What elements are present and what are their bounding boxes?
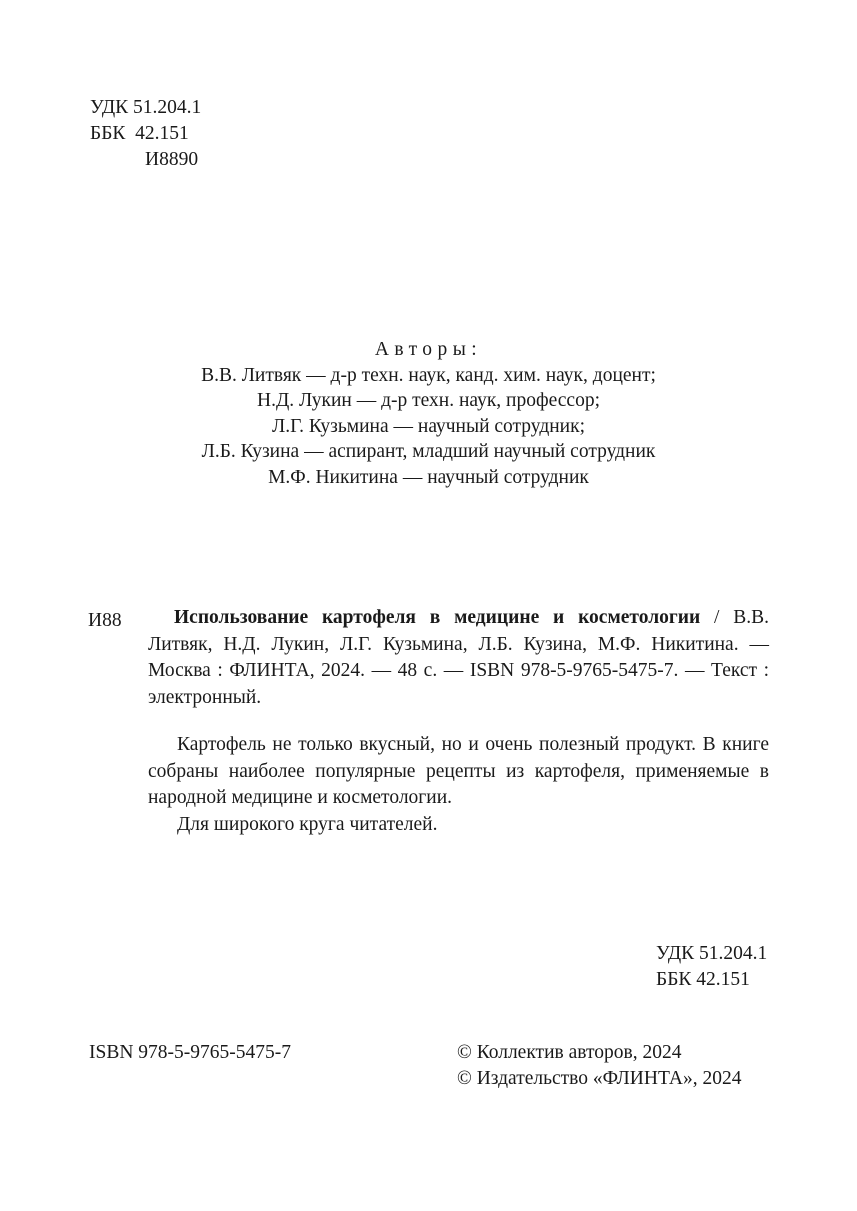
authors-block [0, 337, 857, 490]
catalog-code: И88 [88, 610, 122, 631]
isbn: ISBN 978-5-9765-5475-7 [89, 1042, 292, 1063]
author-line: Л.Б. Кузина — аспирант, младший научный сотрудник [201, 441, 656, 462]
authors-heading: Авторы: [374, 339, 483, 360]
bbk-code-top: ББК 42.151 [90, 123, 189, 144]
bibliographic-details: / В.В. Литвяк, Н.Д. Лукин, Л.Г. Кузьмина, Л.Б. Кузина, М.Ф. Никитина. — Москва : ФЛИНТА, 2024. — 48 с. — ISBN 978-5-9765-5475-7. — Текст : электронный. [148, 607, 769, 708]
audience-note: Для широкого круга читателей. [177, 813, 438, 835]
bibliographic-entry [148, 605, 769, 711]
annotation [148, 732, 769, 838]
copyright-publisher: © Издательство «ФЛИНТА», 2024 [457, 1068, 742, 1089]
udk-code-bottom: УДК 51.204.1 [656, 943, 768, 964]
author-mark-code: И8890 [145, 149, 199, 170]
author-line: М.Ф. Никитина — научный сотрудник [268, 466, 589, 488]
book-title: Использование картофеля в медицине и косметологии [174, 607, 701, 628]
bbk-code-bottom: ББК 42.151 [656, 969, 750, 990]
udk-code-top: УДК 51.204.1 [90, 97, 202, 118]
author-line: Л.Г. Кузьмина — научный сотрудник; [271, 415, 586, 437]
author-line: В.В. Литвяк — д-р техн. наук, канд. хим. наук, доцент; [201, 364, 656, 386]
copyright-authors: © Коллектив авторов, 2024 [457, 1042, 682, 1063]
annotation-paragraph: Картофель не только вкусный, но и очень полезный продукт. В книге собраны наиболее популярные рецепты из картофеля, применяемые в народной медицине и косметологии. [148, 734, 769, 808]
author-line: Н.Д. Лукин — д-р техн. наук, профессор; [256, 390, 600, 411]
